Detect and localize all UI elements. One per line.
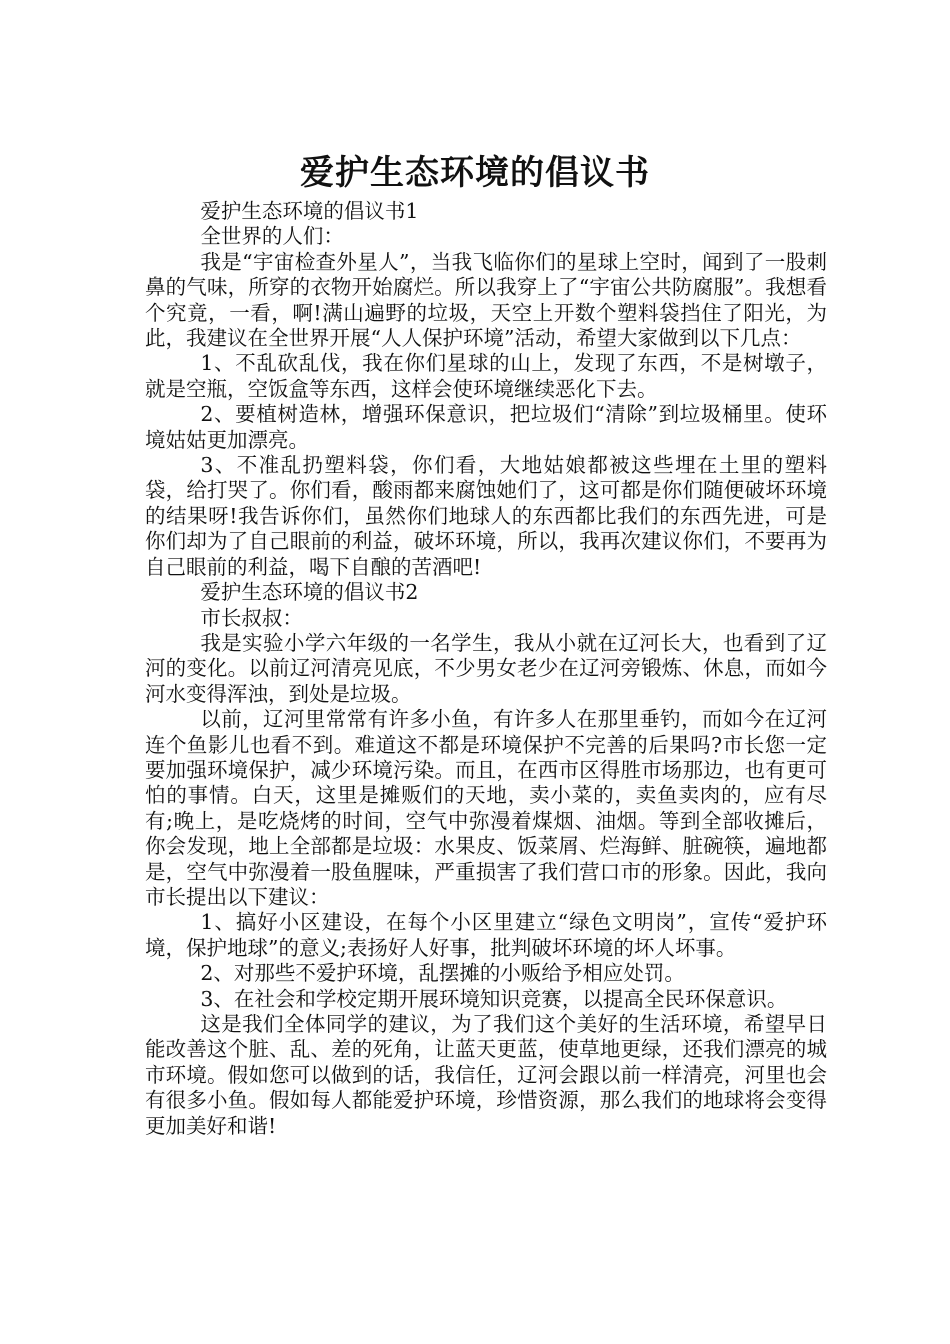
paragraph: 以前，辽河里常常有许多小鱼，有许多人在那里垂钓，而如今在辽河连个鱼影儿也看不到。难道这不都是环境保护不完善的后果吗?市长您一定要加强环境保护，减少环境污染。而且，在西市区得胜市场那边，也有更可怕的事情。白天，这里是摊贩们的天地，卖小菜的，卖鱼卖肉的，应有尽有;晚上，是吃烧烤的时间，空气中弥漫着煤烟、油烟。等到全部收摊后，你会发现，地上全部都是垃圾：水果皮、饭菜屑、烂海鲜、脏碗筷，遍地都是，空气中弥漫着一股鱼腥味，严重损害了我们营口市的形象。因此，我向市长提出以下建议： <box>145 707 827 909</box>
section-heading-1: 爱护生态环境的倡议书1 <box>200 199 419 223</box>
document-title: 爱护生态环境的倡议书 <box>300 152 650 193</box>
paragraph: 我是实验小学六年级的一名学生，我从小就在辽河长大，也看到了辽河的变化。以前辽河清亮见底，不少男女老少在辽河旁锻炼、休息，而如今河水变得浑浊，到处是垃圾。 <box>145 630 827 706</box>
document-body <box>145 199 827 1139</box>
paragraph: 2、要植树造林，增强环保意识，把垃圾们“清除”到垃圾桶里。使环境姑姑更加漂亮。 <box>145 402 827 452</box>
section-heading-2: 爱护生态环境的倡议书2 <box>200 580 419 605</box>
paragraph: 1、不乱砍乱伐，我在你们星球的山上，发现了东西，不是树墩子，就是空瓶，空饭盒等东西，这样会使环境继续恶化下去。 <box>145 351 827 401</box>
paragraph: 3、在社会和学校定期开展环境知识竞赛，以提高全民环保意识。 <box>200 986 788 1011</box>
paragraph: 这是我们全体同学的建议，为了我们这个美好的生活环境，希望早日能改善这个脏、乱、差的死角，让蓝天更蓝，使草地更绿，还我们漂亮的城市环境。假如您可以做到的话，我信任，辽河会跟以前一样清亮，河里也会有很多小鱼。假如每人都能爱护环境，珍惜资源，那么我们的地球将会变得更加美好和谐! <box>145 1012 827 1138</box>
paragraph: 1、搞好小区建设，在每个小区里建立“绿色文明岗”，宣传“爱护环境，保护地球”的意义;表扬好人好事，批判破坏环境的坏人坏事。 <box>145 910 827 960</box>
salutation-2: 市长叔叔： <box>200 605 303 630</box>
salutation-1: 全世界的人们： <box>200 224 344 249</box>
paragraph: 3、不准乱扔塑料袋，你们看，大地姑娘都被这些埋在土里的塑料袋，给打哭了。你们看，酸雨都来腐蚀她们了，这可都是你们随便破坏环境的结果呀!我告诉你们，虽然你们地球人的东西都比我们的东西先进，可是你们却为了自己眼前的利益，破坏环境，所以，我再次建议你们，不要再为自己眼前的利益，喝下自酿的苦酒吧! <box>145 453 827 579</box>
paragraph: 我是“宇宙检查外星人”，当我飞临你们的星球上空时，闻到了一股刺鼻的气味，所穿的衣物开始腐烂。所以我穿上了“宇宙公共防腐服”。我想看个究竟，一看，啊!满山遍野的垃圾，天空上开数个塑料袋挡住了阳光，为此，我建议在全世界开展“人人保护环境”活动，希望大家做到以下几点： <box>145 249 827 351</box>
paragraph: 2、对那些不爱护环境，乱摆摊的小贩给予相应处罚。 <box>200 961 685 986</box>
